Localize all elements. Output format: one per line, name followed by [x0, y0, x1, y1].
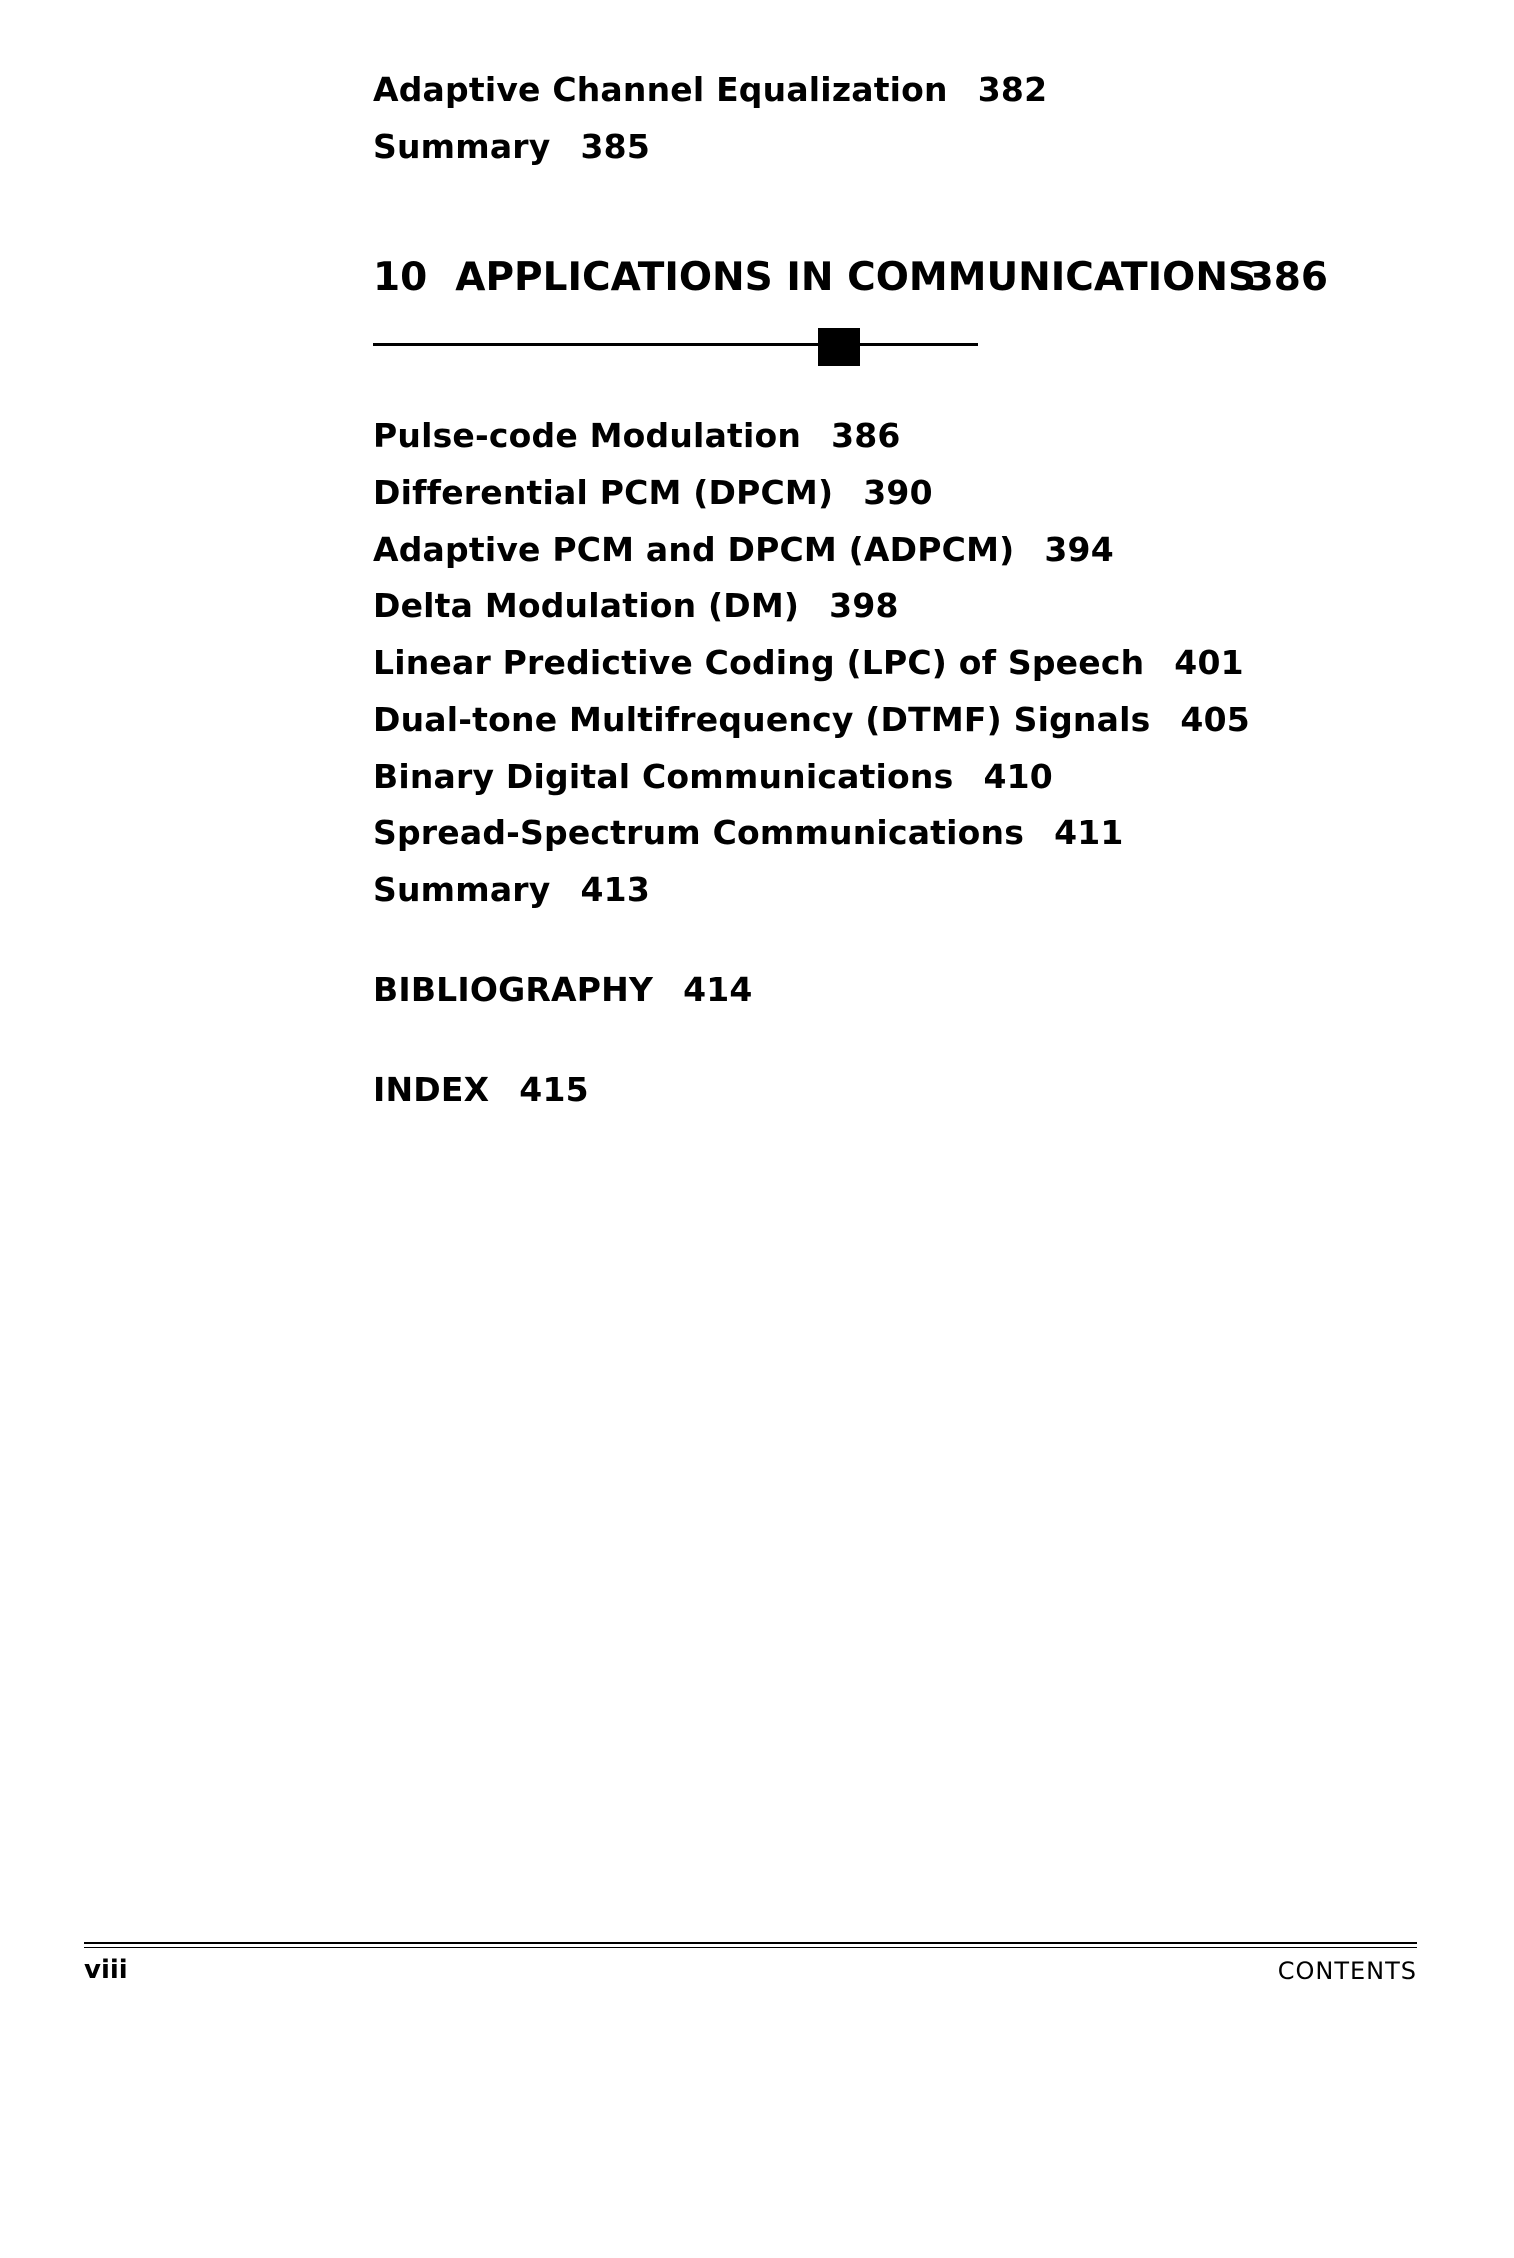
- toc-entry-title: Binary Digital Communications: [373, 757, 954, 796]
- toc-entry-title: BIBLIOGRAPHY: [373, 970, 654, 1009]
- toc-entry[interactable]: [373, 870, 650, 910]
- toc-entry-title: Delta Modulation (DM): [373, 586, 800, 625]
- toc-entry[interactable]: [373, 700, 1250, 740]
- chapter-number: 10: [373, 255, 428, 300]
- chapter-rule-marker: [818, 328, 860, 366]
- footer-rule-thin: [84, 1947, 1417, 1948]
- toc-entry-page: 414: [683, 970, 753, 1009]
- toc-entry[interactable]: [373, 757, 1053, 797]
- toc-entry-page: 405: [1180, 700, 1250, 739]
- toc-entry-page: 382: [977, 70, 1048, 109]
- toc-entry-title: Summary: [373, 870, 551, 909]
- toc-entry-title: Adaptive Channel Equalization: [373, 70, 948, 109]
- toc-entry-page: 415: [519, 1070, 589, 1109]
- toc-back-matter-entry[interactable]: [373, 1070, 589, 1110]
- toc-entry-title: Differential PCM (DPCM): [373, 473, 834, 512]
- chapter-rule: [373, 343, 978, 346]
- toc-entry[interactable]: [373, 530, 1114, 570]
- toc-back-matter-entry[interactable]: [373, 970, 753, 1010]
- toc-entry-page: 390: [863, 473, 933, 512]
- toc-entry-page: 413: [580, 870, 650, 909]
- toc-entry[interactable]: [373, 127, 650, 167]
- running-head: CONTENTS: [1277, 1957, 1417, 1985]
- toc-entry[interactable]: [373, 643, 1244, 683]
- toc-entry-title: Pulse-code Modulation: [373, 416, 802, 455]
- toc-entry[interactable]: [373, 813, 1124, 853]
- toc-entry-title: Summary: [373, 127, 551, 166]
- toc-entry-page: 385: [580, 127, 650, 166]
- toc-entry[interactable]: [373, 473, 933, 513]
- toc-entry-title: Spread-Spectrum Communications: [373, 813, 1025, 852]
- toc-entry[interactable]: [373, 70, 1047, 110]
- chapter-heading[interactable]: [373, 253, 1328, 303]
- chapter-title: APPLICATIONS IN COMMUNICATIONS: [455, 255, 1257, 300]
- toc-entry[interactable]: [373, 416, 901, 456]
- chapter-page: 386: [1246, 255, 1328, 300]
- toc-entry[interactable]: [373, 586, 899, 626]
- footer-rule: [84, 1942, 1417, 1944]
- toc-entry-page: 398: [829, 586, 899, 625]
- toc-entry-page: 394: [1044, 530, 1114, 569]
- page-number: viii: [84, 1955, 128, 1985]
- toc-entry-page: 410: [983, 757, 1053, 796]
- toc-entry-title: Dual-tone Multifrequency (DTMF) Signals: [373, 700, 1151, 739]
- toc-entry-page: 401: [1174, 643, 1244, 682]
- toc-entry-title: Linear Predictive Coding (LPC) of Speech: [373, 643, 1145, 682]
- toc-entry-page: 386: [831, 416, 901, 455]
- toc-entry-page: 411: [1054, 813, 1124, 852]
- toc-entry-title: INDEX: [373, 1070, 490, 1109]
- toc-entry-title: Adaptive PCM and DPCM (ADPCM): [373, 530, 1015, 569]
